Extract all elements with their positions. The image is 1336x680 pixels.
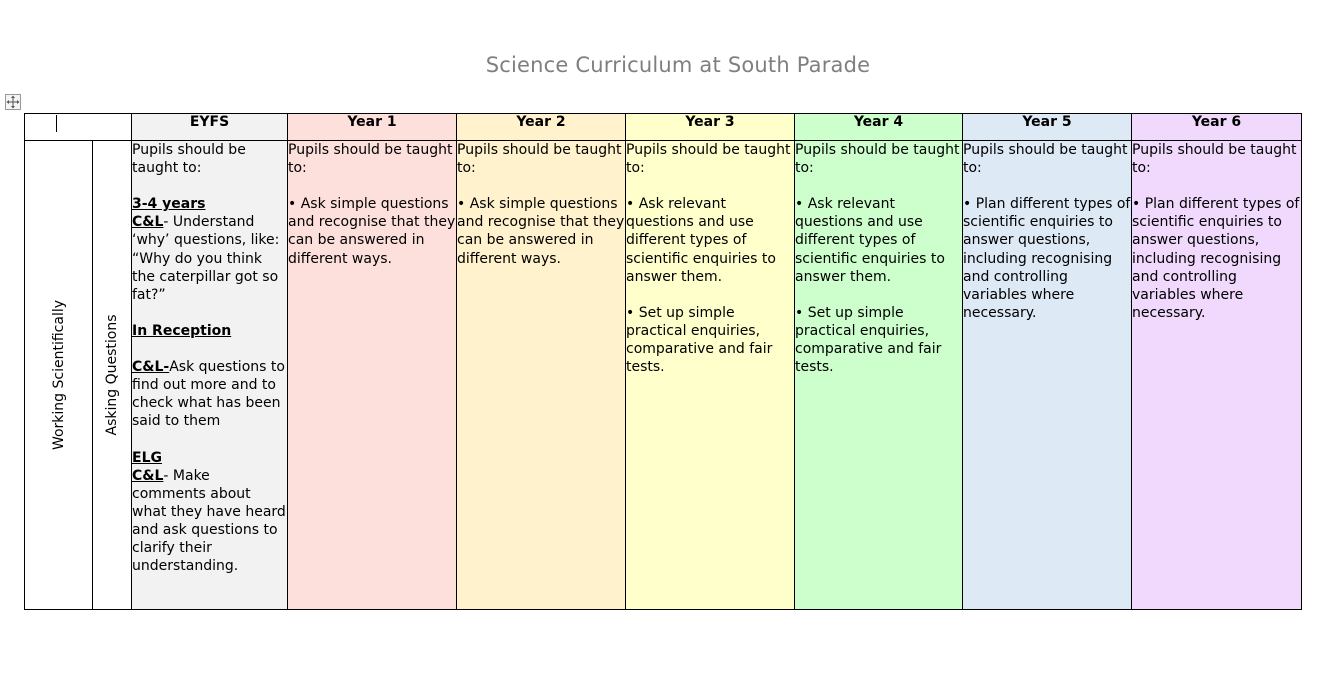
year-2-intro: Pupils should be taught to: <box>457 142 622 177</box>
eyfs-reception-heading: In Reception <box>132 322 232 339</box>
year-3-point-1: • Ask relevant questions and use different types of scientific enquiries to answer them. <box>626 196 776 285</box>
header-year-3: Year 3 <box>626 114 795 141</box>
year-1-cell[interactable] <box>288 141 457 610</box>
eyfs-cl-label-1: C&L <box>132 214 164 231</box>
year-6-intro: Pupils should be taught to: <box>1132 142 1297 177</box>
document-title: Science Curriculum at South Parade <box>485 53 871 77</box>
strand-cell[interactable] <box>25 141 93 610</box>
year-2-point: • Ask simple questions and recognise that they can be answered in different ways. <box>457 196 625 267</box>
year-3-point-2: • Set up simple practical enquiries, comparative and fair tests. <box>626 304 773 376</box>
year-5-intro: Pupils should be taught to: <box>963 142 1128 177</box>
header-year-6: Year 6 <box>1132 114 1302 141</box>
year-6-point: • Plan different types of scientific enquiries to answer questions, including recognising and controlling variables where necessary. <box>1132 196 1300 321</box>
eyfs-text-2: Ask questions to find out more and to check what has been said to them <box>132 359 285 430</box>
year-3-intro: Pupils should be taught to: <box>626 142 791 177</box>
eyfs-text-1: - Understand ‘why’ questions, like: “Why do you think the caterpillar got so fat?” <box>132 214 280 303</box>
substrand-cell[interactable] <box>93 141 132 610</box>
year-5-cell[interactable] <box>963 141 1132 610</box>
eyfs-cell[interactable] <box>132 141 288 610</box>
strand-label: Working Scientifically <box>50 299 67 451</box>
year-4-cell[interactable] <box>795 141 963 610</box>
year-1-intro: Pupils should be taught to: <box>288 142 453 177</box>
eyfs-age-heading: 3-4 years <box>132 196 206 213</box>
eyfs-cl-label-2: C&L- <box>132 359 170 376</box>
header-eyfs: EYFS <box>132 114 288 141</box>
header-year-2: Year 2 <box>457 114 626 141</box>
year-1-point: • Ask simple questions and recognise that they can be answered in different ways. <box>288 196 456 267</box>
header-blank-cell[interactable] <box>25 114 132 141</box>
year-5-point: • Plan different types of scientific enquiries to answer questions, including recognising and controlling variables where necessary. <box>963 196 1131 321</box>
year-6-cell[interactable] <box>1132 141 1302 610</box>
table-move-handle-icon[interactable] <box>5 94 21 110</box>
header-year-4: Year 4 <box>795 114 963 141</box>
header-row <box>25 114 1302 141</box>
substrand-label: Asking Questions <box>104 314 120 436</box>
eyfs-elg-heading: ELG <box>132 449 162 466</box>
table-row <box>25 141 1302 610</box>
eyfs-cl-label-3: C&L <box>132 467 164 484</box>
year-4-point-2: • Set up simple practical enquiries, comparative and fair tests. <box>795 304 942 376</box>
eyfs-intro: Pupils should be taught to: <box>132 142 246 177</box>
curriculum-table <box>24 113 1302 610</box>
header-year-5: Year 5 <box>963 114 1132 141</box>
header-year-1: Year 1 <box>288 114 457 141</box>
year-2-cell[interactable] <box>457 141 626 610</box>
text-cursor <box>56 115 57 132</box>
eyfs-text-3: - Make comments about what they have heard and ask questions to clarify their understanding. <box>132 467 286 575</box>
year-4-intro: Pupils should be taught to: <box>795 142 960 177</box>
year-3-cell[interactable] <box>626 141 795 610</box>
year-4-point-1: • Ask relevant questions and use different types of scientific enquiries to answer them. <box>795 196 945 285</box>
